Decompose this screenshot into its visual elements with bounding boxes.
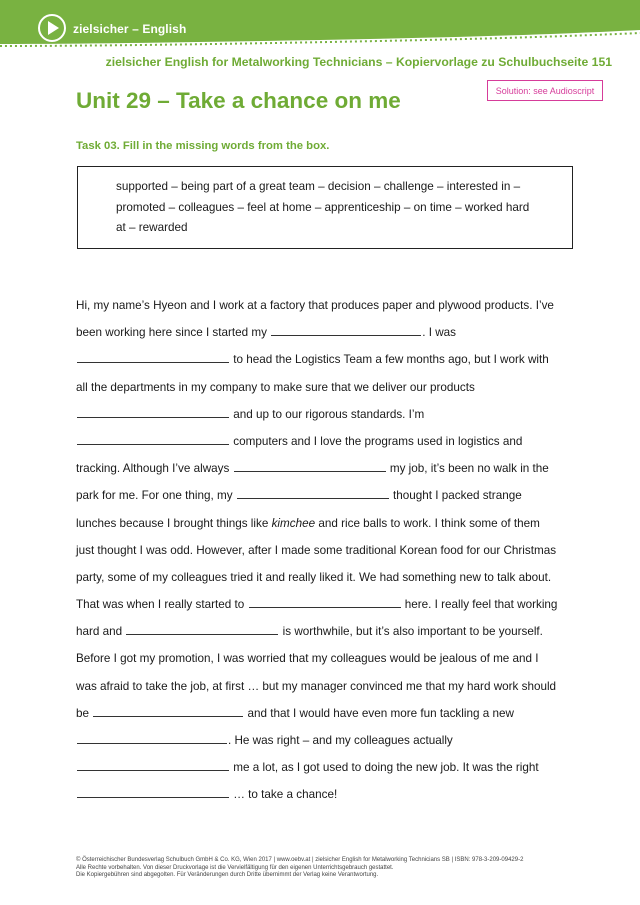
text-line: [76, 378, 576, 405]
play-triangle-icon: [48, 21, 59, 35]
text-line: [76, 731, 576, 758]
gap-fill-text: [76, 296, 576, 813]
header-banner: [0, 0, 640, 48]
text-segment: computers and I love the programs used in logistics and: [233, 434, 523, 448]
text-line: [76, 785, 576, 812]
text-segment: and up to our rigorous standards. I’m: [233, 407, 425, 421]
answer-blank[interactable]: [234, 459, 386, 472]
word-box: [77, 166, 573, 249]
text-line: [76, 758, 576, 785]
footer-rights: Alle Rechte vorbehalten. Von dieser Druckvorlage ist die Vervielfältigung für den eigenen Unterrichtsgebrauch gestattet.: [76, 864, 394, 871]
text-line: [76, 486, 576, 513]
text-segment: my job, it’s been no walk in the: [389, 462, 549, 476]
answer-blank[interactable]: [77, 785, 229, 798]
answer-blank[interactable]: [77, 350, 229, 363]
text-line: [76, 405, 576, 432]
text-line: [76, 296, 576, 323]
text-segment: That was when I really started to: [76, 598, 245, 612]
footer-disclaimer: Die Kopiergebühren sind abgegolten. Für Veränderungen durch Dritte übernimmt der Verlag keine Verantwortung.: [76, 872, 379, 878]
text-segment: all the departments in my company to make sure that we deliver our products: [76, 380, 475, 394]
text-line: [76, 677, 576, 704]
answer-blank[interactable]: [237, 486, 389, 499]
word-box-text: supported – being part of a great team – decision – challenge – interested in – promoted – colleagues – feel at home – apprenticeship – on time – worked hard at – rewarded: [116, 180, 530, 234]
text-line: [76, 704, 576, 731]
text-segment: be: [76, 706, 90, 720]
answer-blank[interactable]: [77, 731, 227, 744]
text-line: [76, 514, 576, 541]
text-segment: Hi, my name’s Hyeon and I work at a factory that produces paper and plywood products. I’ve: [76, 299, 554, 312]
text-segment: was afraid to take the job, at first … but my manager convinced me that my hard work should: [76, 679, 557, 693]
answer-blank[interactable]: [126, 622, 278, 635]
text-segment: and rice balls to work. I think some of them: [318, 516, 540, 530]
text-segment: me a lot, as I got used to doing the new job. It was the right: [233, 761, 539, 775]
text-line: [76, 568, 576, 595]
answer-blank[interactable]: [249, 595, 401, 608]
text-segment: thought I packed strange: [393, 489, 522, 503]
text-segment: just thought I was odd. However, after I made some traditional Korean food for our Christmas: [76, 543, 557, 557]
text-segment: park for me. For one thing, my: [76, 489, 233, 503]
text-segment: been working here since I started my: [76, 326, 267, 340]
text-segment: lunches because I brought things like: [76, 516, 269, 530]
answer-blank[interactable]: [93, 704, 243, 717]
text-line: [76, 595, 576, 622]
footer-copyright: © Österreichischer Bundesverlag Schulbuch GmbH & Co. KG, Wien 2017 | www.oebv.at | zielsicher English for Metalworking Technicians SB | ISBN: 978-3-209-09429-2: [76, 857, 524, 863]
text-segment: hard and: [76, 625, 123, 639]
text-emphasis: kimchee: [271, 516, 316, 530]
text-segment: Before I got my promotion, I was worried that my colleagues would be jealous of me and I: [76, 652, 539, 666]
page-subtitle: zielsicher English for Metalworking Technicians – Kopiervorlage zu Schulbuchseite 151: [105, 55, 612, 69]
text-segment: to head the Logistics Team a few months ago, but I work with: [233, 353, 549, 367]
brand-name: zielsicher – English: [73, 22, 187, 36]
text-segment: . I was: [422, 326, 457, 340]
text-line: [76, 622, 576, 649]
text-segment: … to take a chance!: [233, 788, 338, 802]
answer-blank[interactable]: [77, 758, 229, 771]
text-segment: and that I would have even more fun tackling a new: [247, 706, 514, 720]
text-line: [76, 432, 576, 459]
task-instruction: Task 03. Fill in the missing words from the box.: [76, 140, 330, 152]
text-line: [76, 459, 576, 486]
text-line: [76, 541, 576, 568]
text-segment: tracking. Although I’ve always: [76, 462, 230, 476]
answer-blank[interactable]: [77, 432, 229, 445]
text-line: [76, 649, 576, 676]
page-footer: [76, 857, 523, 880]
text-segment: here. I really feel that working: [404, 598, 558, 612]
page-title: Unit 29 – Take a chance on me: [76, 88, 401, 113]
text-line: [76, 350, 576, 377]
text-segment: is worthwhile, but it’s also important to be yourself.: [282, 625, 543, 639]
solution-note: Solution: see Audioscript: [487, 80, 603, 101]
answer-blank[interactable]: [271, 323, 421, 336]
text-line: [76, 323, 576, 350]
text-segment: . He was right – and my colleagues actually: [228, 734, 453, 747]
answer-blank[interactable]: [77, 405, 229, 418]
text-segment: party, some of my colleagues tried it and really liked it. We had something new to talk about.: [76, 570, 552, 584]
